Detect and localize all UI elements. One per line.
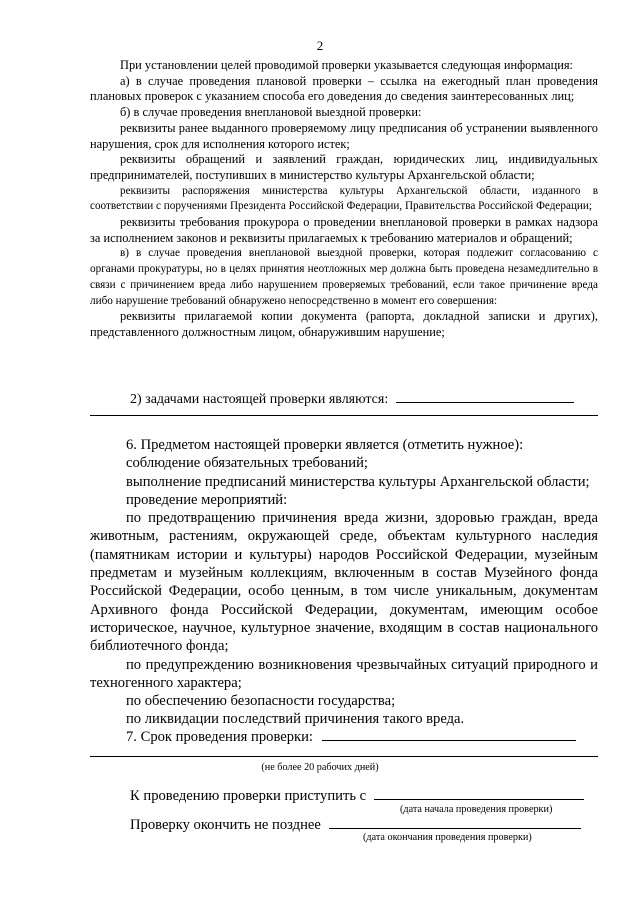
term-input-line[interactable] (322, 728, 576, 741)
tasks-blank-line[interactable] (90, 415, 598, 416)
section-subject (90, 436, 598, 729)
term-caption: (не более 20 рабочих дней) (261, 762, 379, 773)
end-date-input-line[interactable] (329, 816, 581, 829)
goals-intro: При установлении целей проводимой проверки указывается следующая информация: (120, 58, 573, 72)
goals-item-v: в) в случае проведения внеплановой выездной проверки, которая подлежит согласованию с органами прокуратуры, но в целях принятия неотложных мер должна быть проведена незамедлительно в связи с причинением вреда либо нарушением проверяемых требований, если такое причинение вреда либо нарушение требований обнаружено непосредственно в момент его совершения: (90, 247, 598, 307)
subject-option-3a: по предотвращению причинения вреда жизни, здоровью граждан, вреда животным, растениям, окружающей среде, объектам культурного наследия (памятникам истории и культуры) народов Российской Федерации, музейным предметам и музейным коллекциям, включенным в состав Музейного фонда Российской Федерации, особо ценным, в том числе уникальным, документам Архивного фонда Российской Федерации, документам, имеющим особое историческое, научное, культурное значение, входящим в состав национального библиотечного фонда; (90, 510, 598, 655)
goals-item-2-label: 2) задачами настоящей проверки являются: (130, 392, 389, 407)
goals-item-b: б) в случае проведения внеплановой выездной проверки: (120, 105, 422, 120)
page-number: 2 (316, 38, 324, 53)
subject-option-2: выполнение предписаний министерства культуры Архангельской области; (126, 473, 590, 490)
subject-option-3b: по предупреждению возникновения чрезвычайных ситуаций природного и техногенного характера; (90, 656, 598, 691)
goals-b-2: реквизиты обращений и заявлений граждан, юридических лиц, индивидуальных предпринимателей, поступивших в министерство культуры Архангельской области; (90, 152, 598, 182)
end-date-caption: (дата окончания проведения проверки) (363, 832, 532, 843)
subject-option-3: проведение мероприятий: (126, 491, 288, 508)
subject-option-1: соблюдение обязательных требований; (126, 455, 368, 472)
goals-b-1: реквизиты ранее выданного проверяемому лицу предписания об устранении выявленного нарушения, срок для исполнения которого истек; (90, 120, 598, 151)
goals-item-2-row (130, 390, 574, 408)
goals-v-1: реквизиты прилагаемой копии документа (рапорта, докладной записки и других), представленного должностным лицом, обнаружившим нарушение; (90, 309, 598, 339)
end-date-label: Проверку окончить не позднее (130, 817, 321, 833)
section-goals (90, 58, 598, 341)
term-label: 7. Срок проведения проверки: (126, 729, 313, 745)
term-blank-line[interactable] (90, 756, 598, 757)
start-date-label: К проведению проверки приступить с (130, 788, 367, 804)
start-date-input-line[interactable] (374, 787, 584, 800)
goals-b-3: реквизиты распоряжения министерства культуры Архангельской области, изданного в соответствии с поручениями Президента Российской Федерации, Правительства Российской Федерации; (90, 184, 598, 213)
goals-b-4: реквизиты требования прокурора о проведении внеплановой проверки в рамках надзора за исполнением законов и реквизиты прилагаемых к требованию материалов и обращений; (90, 215, 598, 245)
tasks-input-line[interactable] (396, 390, 574, 403)
start-date-row (130, 787, 584, 805)
subject-option-3c: по обеспечению безопасности государства; (126, 693, 396, 710)
subject-option-3d: по ликвидации последствий причинения такого вреда. (126, 711, 465, 728)
subject-heading: 6. Предметом настоящей проверки является (отметить нужное): (126, 437, 524, 453)
goals-item-a: а) в случае проведения плановой проверки – ссылка на ежегодный план проведения плановых проверок с указанием способа его доведения до сведения заинтересованных лиц; (90, 73, 598, 104)
start-date-caption: (дата начала проведения проверки) (400, 804, 553, 815)
term-row (126, 728, 576, 746)
